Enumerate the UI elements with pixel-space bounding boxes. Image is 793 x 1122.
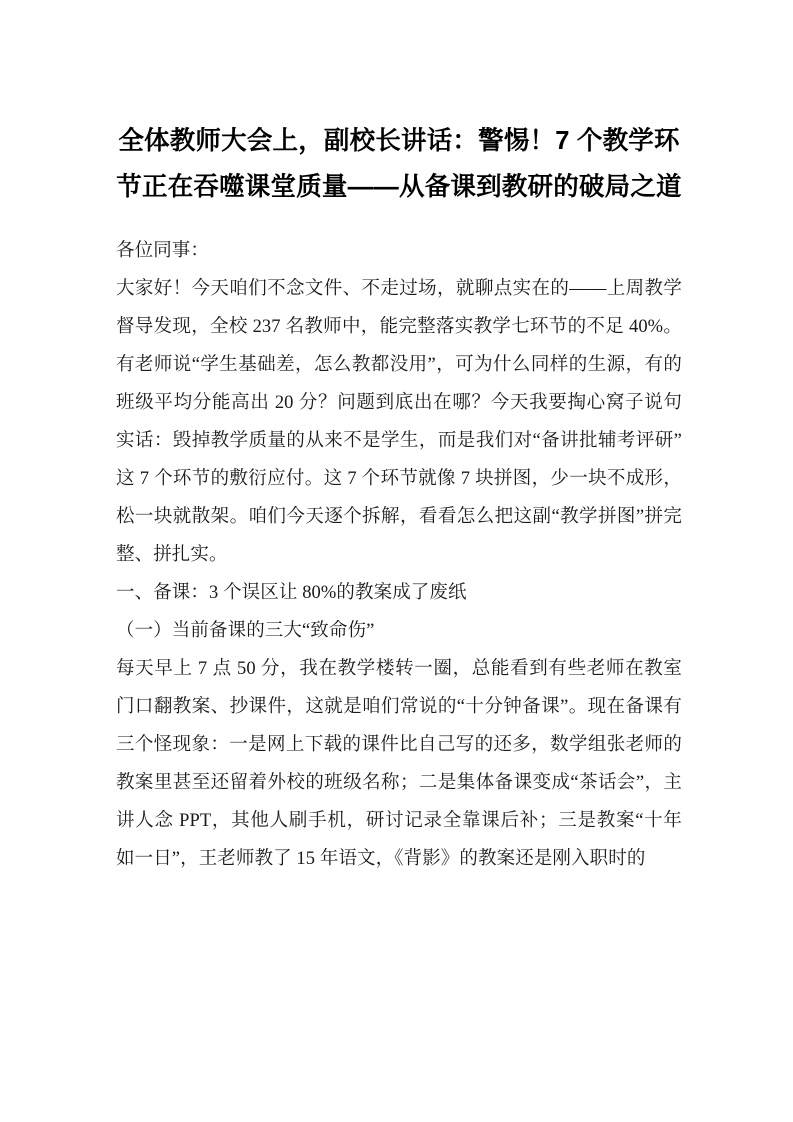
page-title: 全体教师大会上，副校长讲话：警惕！7 个教学环节正在吞噬课堂质量——从备课到教研的破局之道 [116, 127, 682, 201]
paragraph-opening: 大家好！今天咱们不念文件、不走过场，就聊点实在的——上周教学督导发现，全校 237 名教师中，能完整落实教学七环节的不足 40%。有老师说“学生基础差，怎么教都没用”，可为什么同样的生源，有的班级平均分能高出 20 分？问题到底出在哪？今天我要掏心窝子说句实话：毁掉教学质量的从来不是学生，而是我们对“备讲批辅考评研”这 7 个环节的敷衍应付。这 7 个环节就像 7 块拼图，少一块不成形，松一块就散架。咱们今天逐个拆解，看看怎么把这副“教学拼图”拼完整、拼扎实。 [116, 279, 682, 565]
heading-section-1: 一、备课：3 个误区让 80%的教案成了废纸 [116, 583, 467, 603]
paragraph-salutation: 各位同事： [116, 241, 210, 261]
paragraph-section-1-1-body: 每天早上 7 点 50 分，我在教学楼转一圈，总能看到有些老师在教室门口翻教案、抄课件，这就是咱们常说的“十分钟备课”。现在备课有三个怪现象：一是网上下载的课件比自己写的还多，数学组张老师的教案里甚至还留着外校的班级名称；二是集体备课变成“茶话会”，主讲人念 PPT，其他人刷手机，研讨记录全靠课后补；三是教案“十年如一日”，王老师教了 15 年语文，《背影》的教案还是刚入职时的 [116, 659, 682, 869]
heading-section-1-1: （一）当前备课的三大“致命伤” [116, 621, 375, 641]
document-content [116, 118, 682, 878]
